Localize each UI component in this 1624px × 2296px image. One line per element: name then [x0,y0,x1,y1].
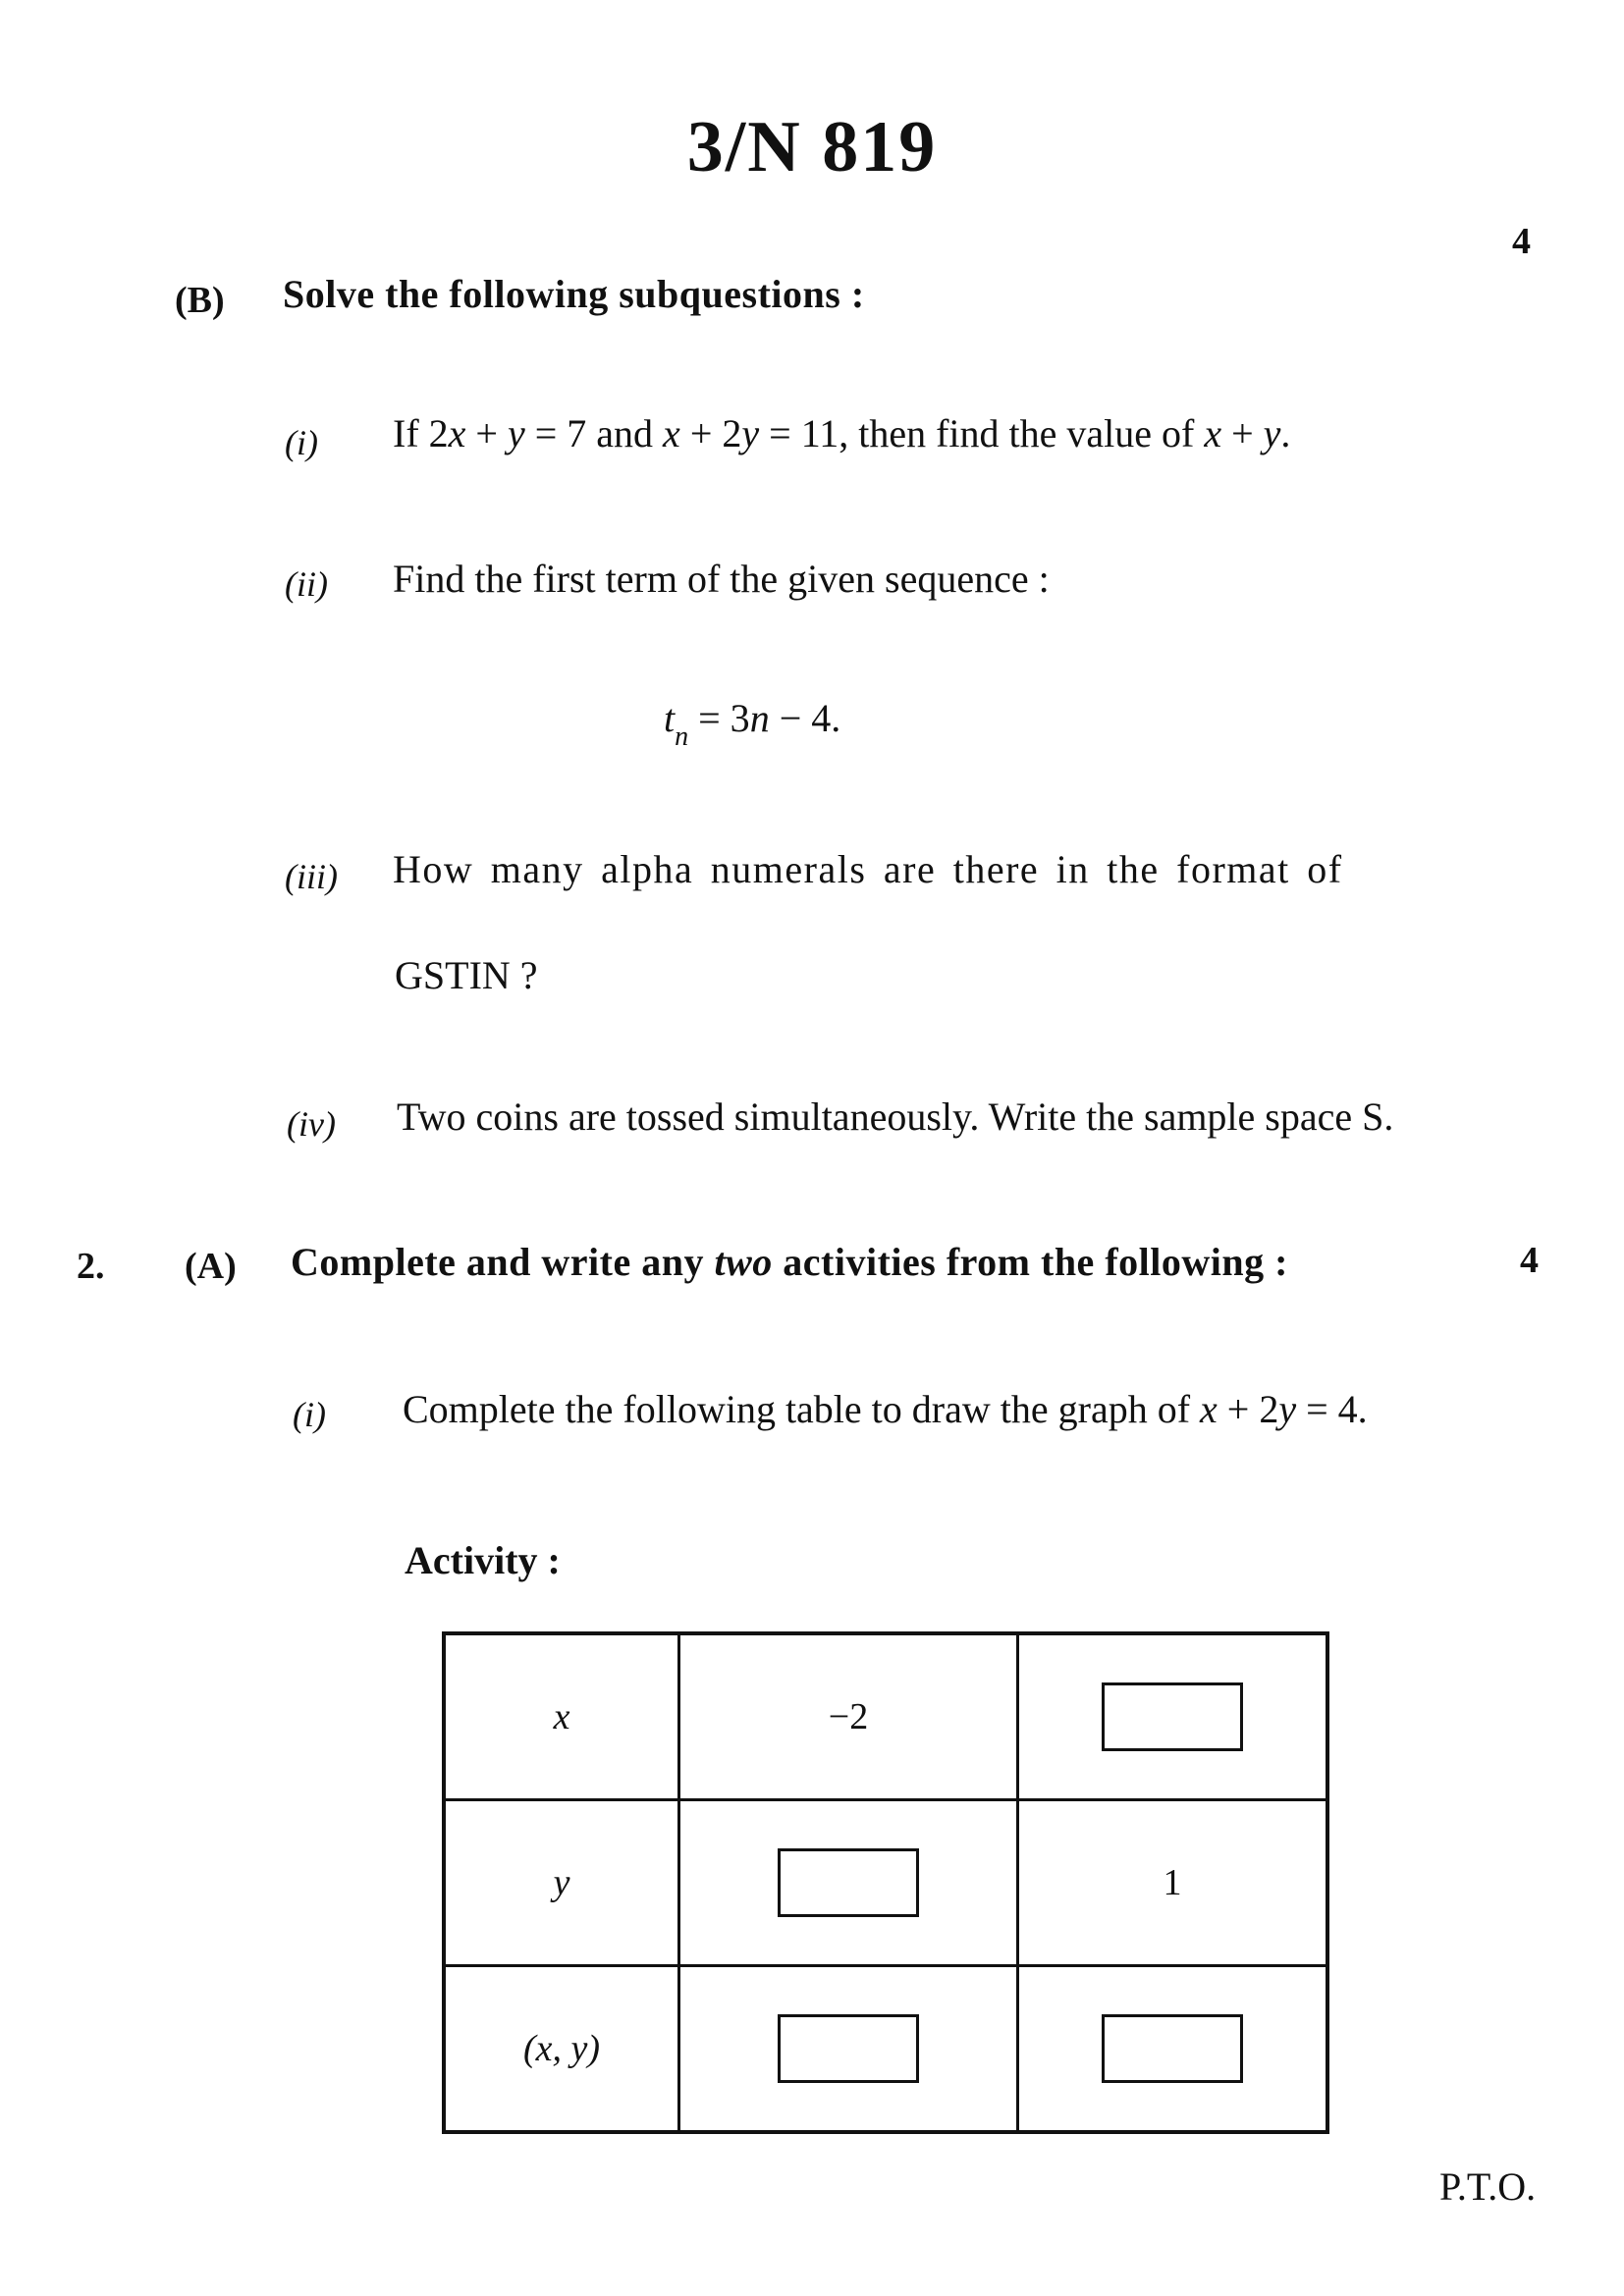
section-b-marks: 4 [1512,221,1531,262]
answer-blank[interactable] [778,2014,919,2083]
answer-blank[interactable] [1102,1682,1243,1751]
section-b-heading: Solve the following subquestions : [283,272,865,316]
table-cell [1018,1633,1328,1800]
pto-footer: P.T.O. [1439,2164,1537,2209]
question-2-heading: Complete and write any two activities from the following : [291,1240,1288,1284]
table-row [444,1800,1327,1966]
table-cell: 1 [1018,1800,1328,1966]
table-cell [1018,1965,1328,2132]
row-head-x: x [444,1633,679,1800]
activity-table [442,1631,1329,2134]
question-number-i: (i) [285,423,318,462]
table-cell [679,1800,1018,1966]
question-2-number: 2. [77,1246,105,1287]
question-2-sub-i-text: Complete the following table to draw the graph of x + 2y = 4. [403,1387,1368,1431]
table-cell [679,1965,1018,2132]
question-iii-line2: GSTIN ? [395,953,538,997]
table-row [444,1965,1327,2132]
question-i-text: If 2x + y = 7 and x + 2y = 11, then find the value of x + y. [393,411,1291,455]
question-number-iv: (iv) [287,1104,336,1144]
answer-blank[interactable] [778,1848,919,1917]
question-2-marks: 4 [1520,1240,1539,1281]
row-head-y: y [444,1800,679,1966]
activity-label: Activity : [405,1538,561,1582]
row-head-xy: (x, y) [444,1965,679,2132]
table-cell: −2 [679,1633,1018,1800]
question-ii-text: Find the first term of the given sequence : [393,557,1050,601]
question-2-sub-i-number: (i) [293,1395,326,1434]
paper-code: 3/N 819 [686,107,938,187]
question-iv-text: Two coins are tossed simultaneously. Write the sample space S. [397,1095,1394,1139]
question-iii-line1: How many alpha numerals are there in the format of [393,847,1343,891]
table-row [444,1633,1327,1800]
section-b-label: (B) [175,280,225,321]
question-number-iii: (iii) [285,857,338,896]
question-number-ii: (ii) [285,564,328,604]
answer-blank[interactable] [1102,2014,1243,2083]
sequence-formula: $t_n = 3n - 4$. [664,696,841,752]
question-2-label: (A) [185,1246,237,1287]
